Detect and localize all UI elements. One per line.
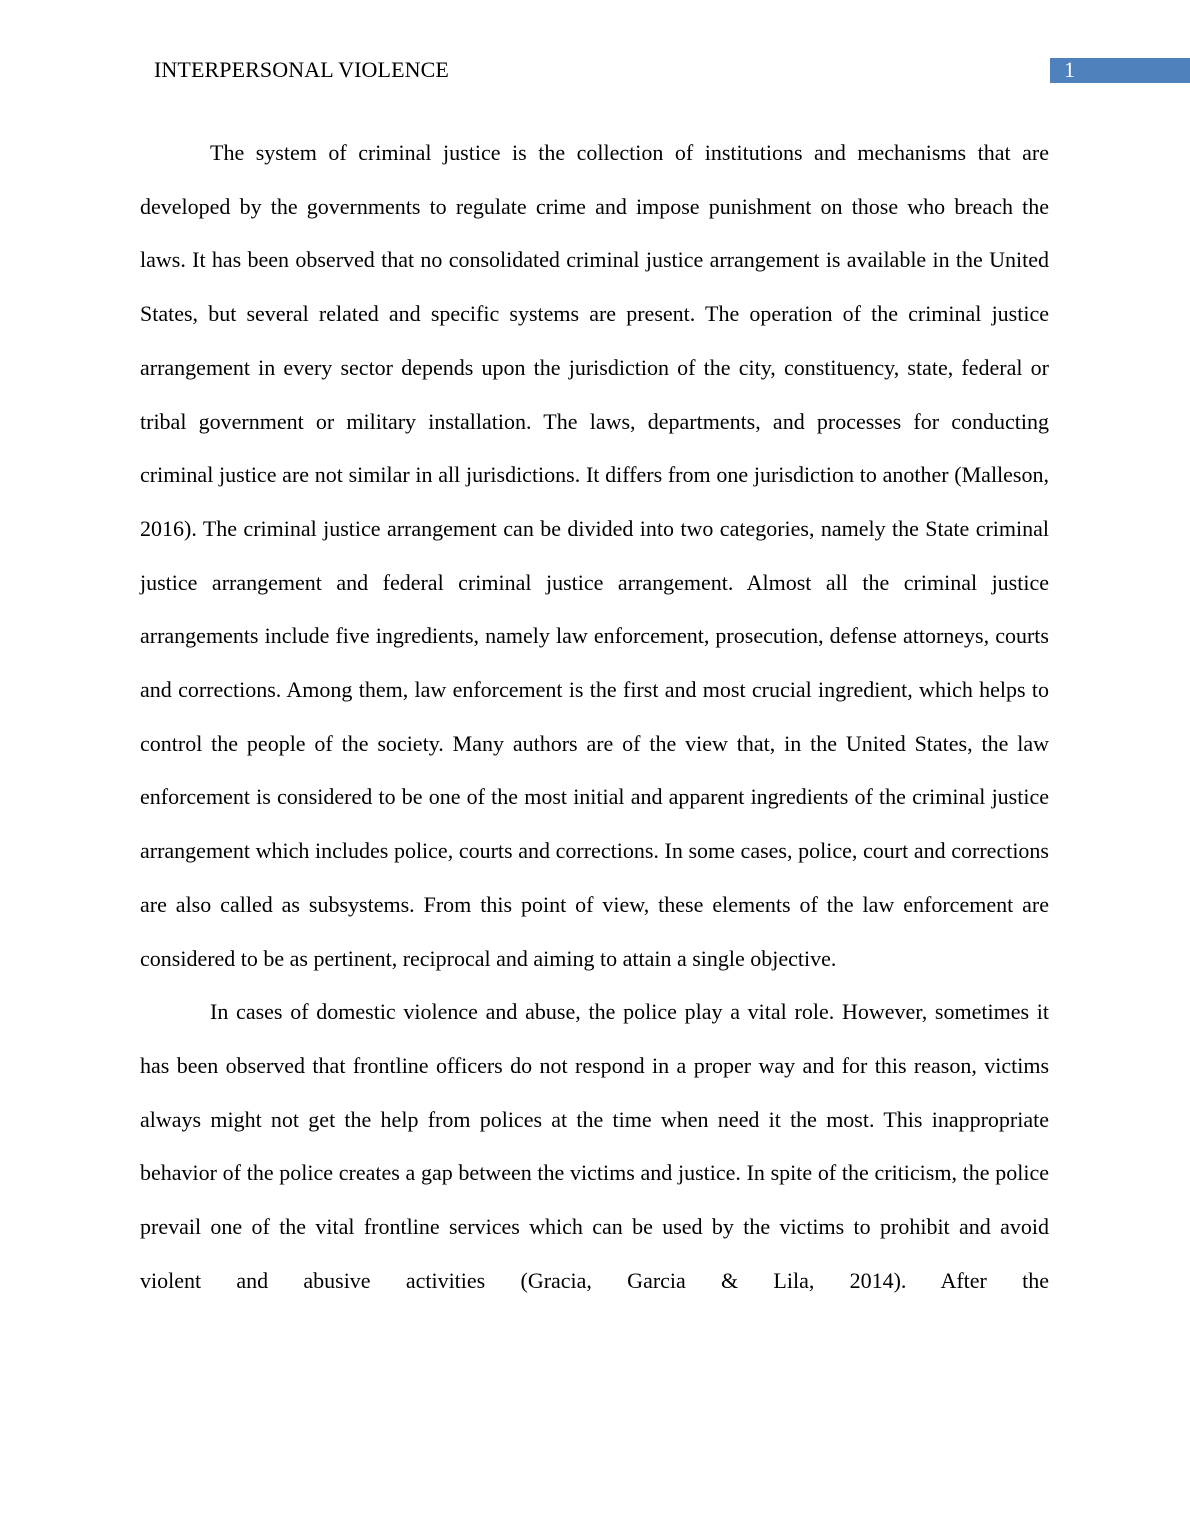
page-number: 1 <box>1064 57 1075 82</box>
body-paragraph-1: The system of criminal justice is the collection of institutions and mechanisms that are developed by the governments to regulate crime and impose punishment on those who breach the laws. It has been observed that no consolidated criminal justice arrangement is available in the United States, but several related and specific systems are present. The operation of the criminal justice arrangement in every sector depends upon the jurisdiction of the city, constituency, state, federal or tribal government or military installation. The laws, departments, and processes for conducting criminal justice are not similar in all jurisdictions. It differs from one jurisdiction to another (Malleson, 2016). The criminal justice arrangement can be divided into two categories, namely the State criminal justice arrangement and federal criminal justice arrangement. Almost all the criminal justice arrangements include five ingredients, namely law enforcement, prosecution, defense attorneys, courts and corrections. Among them, law enforcement is the first and most crucial ingredient, which helps to control the people of the society. Many authors are of the view that, in the United States, the law enforcement is considered to be one of the most initial and apparent ingredients of the criminal justice arrangement which includes police, courts and corrections. In some cases, police, court and corrections are also called as subsystems. From this point of view, these elements of the law enforcement are considered to be as pertinent, reciprocal and aiming to attain a single objective. <box>140 140 1049 971</box>
document-body <box>140 126 1049 1307</box>
running-header-title: INTERPERSONAL VIOLENCE <box>154 57 449 82</box>
body-paragraph-2: In cases of domestic violence and abuse, the police play a vital role. However, sometimes it has been observed that frontline officers do not respond in a proper way and for this reason, victims always might not get the help from polices at the time when need it the most. This inappropriate behavior of the police creates a gap between the victims and justice. In spite of the criticism, the police prevail one of the vital frontline services which can be used by the victims to prohibit and avoid violent and abusive activities (Gracia, Garcia & Lila, 2014). After the <box>140 999 1049 1293</box>
page-number-box <box>1050 58 1190 83</box>
